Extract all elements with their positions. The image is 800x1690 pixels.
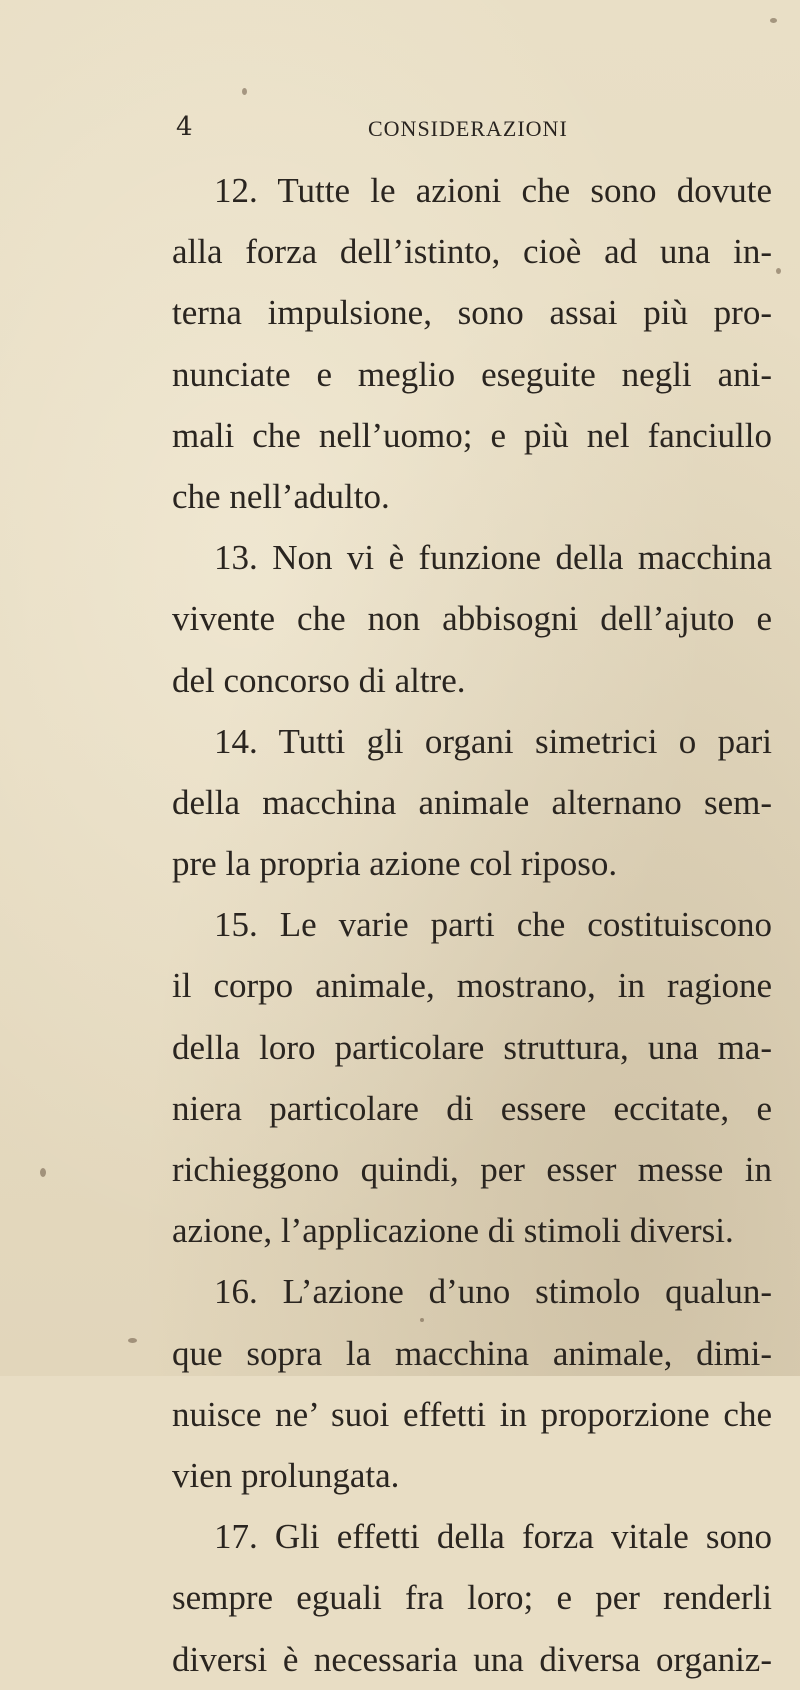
- page-header: [176, 112, 596, 152]
- text-line: 17. Gli effetti della forza vitale sono: [214, 1517, 772, 1557]
- paper-speck: [770, 18, 777, 23]
- body-text: [172, 160, 772, 1690]
- paper-speck: [128, 1338, 137, 1343]
- running-head: CONSIDERAZIONI: [368, 116, 568, 141]
- text-line: del concorso di altre.: [172, 660, 466, 700]
- page-number: 4: [176, 112, 194, 142]
- text-line: 14. Tutti gli organi simetrici o pari: [214, 721, 772, 761]
- text-line: vivente che non abbisogni dell’ajuto e: [172, 599, 772, 639]
- paper-speck: [40, 1168, 46, 1177]
- text-line: terna impulsione, sono assai più pro-: [172, 293, 772, 333]
- paper-speck: [242, 88, 247, 95]
- text-line: nuisce ne’ suoi effetti in proporzione che: [172, 1394, 772, 1434]
- text-line: 16. L’azione d’uno stimolo qualun-: [214, 1272, 772, 1312]
- text-line: sempre eguali fra loro; e per renderli: [172, 1578, 772, 1618]
- text-line: della loro particolare struttura, una ma-: [172, 1027, 772, 1067]
- text-line: 13. Non vi è funzione della macchina: [214, 538, 772, 578]
- text-line: della macchina animale alternano sem-: [172, 782, 772, 822]
- text-line: azione, l’applicazione di stimoli diversi.: [172, 1211, 734, 1251]
- text-line: mali che nell’uomo; e più nel fanciullo: [172, 415, 772, 455]
- text-line: niera particolare di essere eccitate, e: [172, 1088, 772, 1128]
- text-line: que sopra la macchina animale, dimi-: [172, 1333, 772, 1373]
- text-line: 12. Tutte le azioni che sono dovute: [214, 171, 772, 210]
- text-line: richieggono quindi, per esser messe in: [172, 1150, 772, 1189]
- text-line: diversi è necessaria una diversa organiz-: [172, 1639, 772, 1679]
- text-line: alla forza dell’istinto, cioè ad una in-: [172, 232, 772, 272]
- text-line: il corpo animale, mostrano, in ragione: [172, 966, 772, 1006]
- text-line: pre la propria azione col riposo.: [172, 844, 618, 884]
- text-line: che nell’adulto.: [172, 476, 390, 516]
- text-line: nunciate e meglio eseguite negli ani-: [172, 354, 772, 394]
- paper-speck: [776, 268, 781, 274]
- text-line: vien prolungata.: [172, 1455, 400, 1495]
- text-line: 15. Le varie parti che costituiscono: [214, 905, 772, 945]
